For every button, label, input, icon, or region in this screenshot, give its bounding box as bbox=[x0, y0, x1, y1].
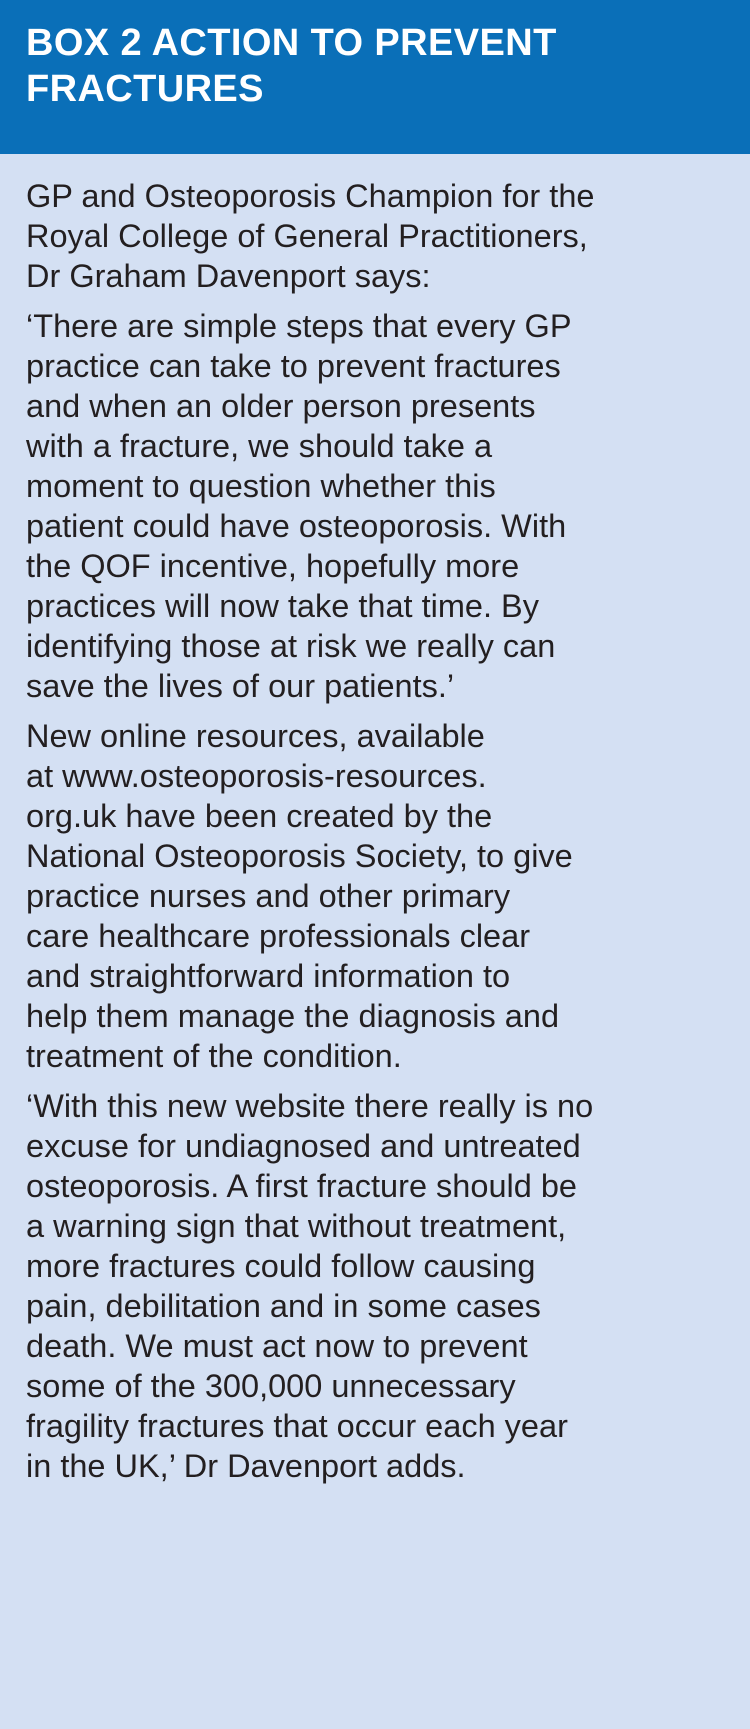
text-line: osteoporosis. A first fracture should be bbox=[26, 1168, 577, 1204]
text-line: practice can take to prevent fractures bbox=[26, 348, 561, 384]
text-line: fragility fractures that occur each year bbox=[26, 1408, 568, 1444]
box-body bbox=[0, 154, 750, 1486]
text-line: and when an older person presents bbox=[26, 388, 536, 424]
box-title-line: FRACTURES bbox=[26, 68, 264, 110]
text-line: more fractures could follow causing bbox=[26, 1248, 536, 1284]
text-line: care healthcare professionals clear bbox=[26, 918, 531, 954]
box-title-line: BOX 2 ACTION TO PREVENT bbox=[26, 22, 557, 64]
text-line: pain, debilitation and in some cases bbox=[26, 1288, 541, 1324]
text-line: excuse for undiagnosed and untreated bbox=[26, 1128, 581, 1164]
text-line: with a fracture, we should take a bbox=[26, 428, 493, 464]
text-line: Royal College of General Practitioners, bbox=[26, 218, 588, 254]
paragraph-resources bbox=[26, 716, 730, 1076]
text-line: identifying those at risk we really can bbox=[26, 628, 556, 664]
text-line: and straightforward information to bbox=[26, 958, 511, 994]
text-line: ‘With this new website there really is no bbox=[26, 1088, 594, 1124]
text-line: treatment of the condition. bbox=[26, 1038, 402, 1074]
text-line: org.uk have been created by the bbox=[26, 798, 493, 834]
text-line: practices will now take that time. By bbox=[26, 588, 539, 624]
paragraph-quote-1 bbox=[26, 306, 730, 706]
text-line: moment to question whether this bbox=[26, 468, 496, 504]
box-title bbox=[26, 20, 724, 112]
text-line: a warning sign that without treatment, bbox=[26, 1208, 567, 1244]
paragraph-intro bbox=[26, 176, 730, 296]
text-line: practice nurses and other primary bbox=[26, 878, 511, 914]
text-line: Dr Graham Davenport says: bbox=[26, 258, 431, 294]
text-line: GP and Osteoporosis Champion for the bbox=[26, 178, 595, 214]
text-line: in the UK,’ Dr Davenport adds. bbox=[26, 1448, 466, 1484]
text-line: at www.osteoporosis-resources. bbox=[26, 758, 487, 794]
paragraph-quote-2 bbox=[26, 1086, 730, 1486]
text-line: ‘There are simple steps that every GP bbox=[26, 308, 572, 344]
text-line: save the lives of our patients.’ bbox=[26, 668, 455, 704]
box-header bbox=[0, 0, 750, 154]
text-line: New online resources, available bbox=[26, 718, 485, 754]
text-line: the QOF incentive, hopefully more bbox=[26, 548, 520, 584]
text-line: help them manage the diagnosis and bbox=[26, 998, 560, 1034]
text-line: some of the 300,000 unnecessary bbox=[26, 1368, 516, 1404]
text-line: patient could have osteoporosis. With bbox=[26, 508, 567, 544]
text-line: death. We must act now to prevent bbox=[26, 1328, 528, 1364]
text-line: National Osteoporosis Society, to give bbox=[26, 838, 573, 874]
